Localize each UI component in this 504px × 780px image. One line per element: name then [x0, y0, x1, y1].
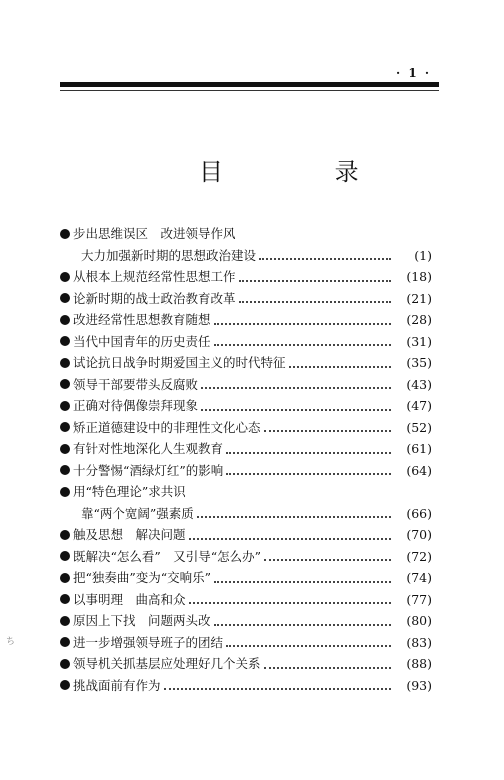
dot-leader — [201, 409, 391, 411]
margin-mark: ち — [6, 637, 16, 647]
toc-entry-title: 原因上下找 问题两头改 — [73, 613, 211, 628]
dot-leader — [214, 581, 391, 583]
toc-entry-title: 大力加强新时期的思想政治建设 — [81, 247, 257, 263]
dot-leader — [197, 516, 391, 518]
dot-leader — [239, 280, 391, 282]
dot-leader — [264, 559, 391, 561]
bullet-icon — [60, 422, 70, 432]
toc-entry — [60, 546, 432, 568]
toc-entry-page: (52) — [406, 419, 432, 435]
toc-entry — [60, 288, 432, 310]
dot-leader — [214, 323, 391, 325]
toc-entry-page: (80) — [406, 613, 432, 628]
toc-entry-page: (77) — [406, 591, 432, 607]
toc-entry — [60, 352, 432, 374]
toc-entry — [60, 653, 432, 675]
toc-entry — [60, 309, 432, 331]
toc-entry-page: (61) — [406, 441, 432, 456]
bullet-icon — [60, 637, 70, 647]
toc-entry-title: 靠“两个宽阔”强素质 — [81, 505, 194, 521]
toc-entry-title: 进一步增强领导班子的团结 — [73, 634, 224, 650]
dot-leader — [264, 430, 391, 432]
toc-entry-title: 触及思想 解决问题 — [73, 527, 186, 542]
toc-title: 目 录 — [199, 158, 411, 186]
dot-leader — [226, 645, 391, 647]
bullet-icon — [60, 487, 70, 497]
toc-entry-title: 从根本上规范经常性思想工作 — [73, 269, 236, 284]
toc-entry-title: 论新时期的战士政治教育改革 — [73, 290, 236, 306]
bullet-icon — [60, 465, 70, 475]
toc-entry-page: (72) — [406, 548, 432, 564]
toc-entry-title: 矫正道德建设中的非理性文化心态 — [73, 419, 261, 435]
toc-entry-page: (28) — [406, 312, 432, 327]
toc-entry-title: 十分警惕“酒绿灯红”的影响 — [73, 462, 224, 478]
dot-leader — [189, 538, 391, 540]
toc-entry-page: (93) — [406, 677, 432, 693]
bullet-icon — [60, 616, 70, 626]
dot-leader — [214, 344, 391, 346]
dot-leader — [201, 387, 391, 389]
bullet-icon — [60, 315, 70, 325]
toc-entry-page: (70) — [406, 527, 432, 542]
toc-entry — [60, 481, 432, 503]
dot-leader — [214, 624, 391, 626]
toc-entry — [60, 245, 432, 267]
toc-entry-title: 正确对待偶像崇拜现象 — [73, 398, 199, 413]
page-number: · 1 · — [396, 66, 432, 80]
toc-entry-title: 步出思维误区 改进领导作风 — [73, 226, 236, 241]
bullet-icon — [60, 551, 70, 561]
toc-entry — [60, 331, 432, 353]
toc-entry — [60, 503, 432, 525]
toc-entry-page: (35) — [406, 355, 432, 370]
bullet-icon — [60, 530, 70, 540]
dot-leader — [189, 602, 391, 604]
toc-entry-page: (18) — [406, 269, 432, 284]
header-rule-thin — [60, 90, 439, 91]
toc-entry — [60, 374, 432, 396]
toc-entry-page: (74) — [406, 570, 432, 585]
dot-leader — [259, 258, 391, 260]
bullet-icon — [60, 680, 70, 690]
toc-entry-title: 挑战面前有作为 — [73, 677, 161, 693]
toc-entry-title: 既解决“怎么看” 又引导“怎么办” — [73, 548, 262, 564]
toc-entry-title: 有针对性地深化人生观教育 — [73, 441, 224, 456]
toc-entry — [60, 589, 432, 611]
toc-entry-page: (47) — [406, 398, 432, 413]
dot-leader — [289, 366, 391, 368]
toc-entry — [60, 395, 432, 417]
toc-entry — [60, 460, 432, 482]
toc-entry-title: 当代中国青年的历史责任 — [73, 333, 211, 349]
toc-entry — [60, 610, 432, 632]
toc-entry — [60, 567, 432, 589]
bullet-icon — [60, 401, 70, 411]
bullet-icon — [60, 659, 70, 669]
toc-entry-page: (83) — [406, 634, 432, 650]
toc-entry-title: 用“特色理论”求共识 — [73, 484, 186, 499]
dot-leader — [264, 667, 391, 669]
dot-leader — [164, 688, 391, 690]
toc-entry-page: (21) — [406, 290, 432, 306]
toc-entry-page: (88) — [406, 656, 432, 671]
dot-leader — [226, 452, 391, 454]
bullet-icon — [60, 229, 70, 239]
toc-entry-title: 把“独奏曲”变为“交响乐” — [73, 570, 212, 585]
toc-entry-page: (64) — [406, 462, 432, 478]
bullet-icon — [60, 336, 70, 346]
dot-leader — [226, 473, 391, 475]
table-of-contents — [60, 223, 432, 696]
toc-entry-title: 试论抗日战争时期爱国主义的时代特征 — [73, 355, 286, 370]
toc-entry-page: (66) — [406, 505, 432, 521]
toc-entry-title: 改进经常性思想教育随想 — [73, 312, 211, 327]
toc-entry — [60, 438, 432, 460]
bullet-icon — [60, 594, 70, 604]
header-rule-thick — [60, 82, 439, 87]
bullet-icon — [60, 379, 70, 389]
bullet-icon — [60, 358, 70, 368]
bullet-icon — [60, 444, 70, 454]
toc-entry — [60, 223, 432, 245]
bullet-icon — [60, 272, 70, 282]
toc-entry — [60, 632, 432, 654]
toc-entry-page: (31) — [406, 333, 432, 349]
toc-entry — [60, 524, 432, 546]
toc-entry — [60, 417, 432, 439]
toc-entry — [60, 266, 432, 288]
bullet-icon — [60, 573, 70, 583]
toc-entry-title: 领导干部要带头反腐败 — [73, 376, 199, 392]
bullet-icon — [60, 293, 70, 303]
toc-entry-title: 以事明理 曲高和众 — [73, 591, 186, 607]
dot-leader — [239, 301, 391, 303]
toc-entry-title: 领导机关抓基层应处理好几个关系 — [73, 656, 261, 671]
toc-entry-page: (1) — [414, 247, 432, 263]
toc-entry-page: (43) — [406, 376, 432, 392]
toc-entry — [60, 675, 432, 697]
